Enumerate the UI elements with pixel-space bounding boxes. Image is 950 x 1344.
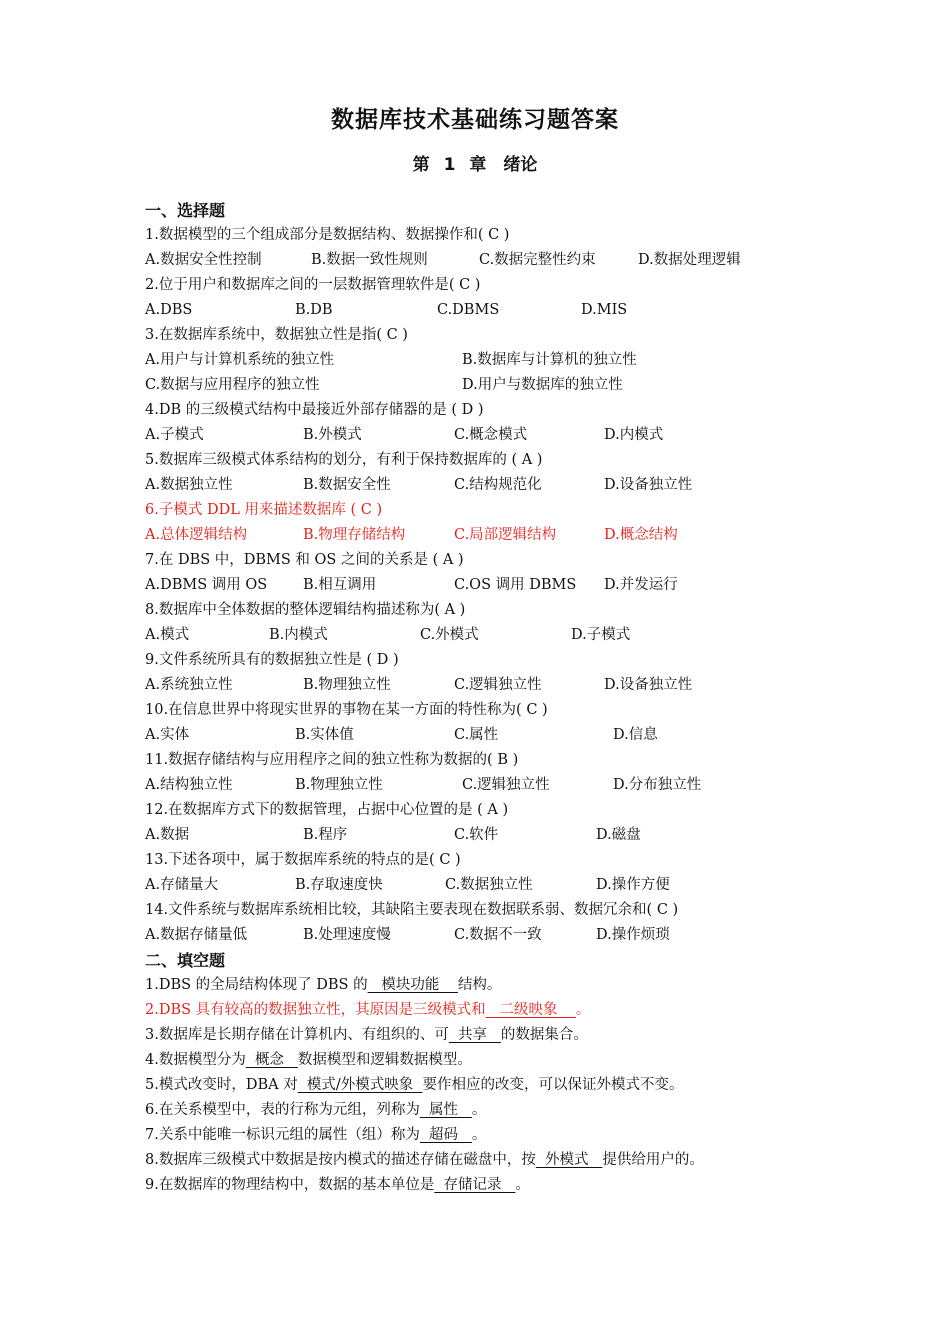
options-3a [145,348,905,373]
option: A.系统独立性 [145,677,233,693]
section-heading-choice: 一、选择题 [145,201,226,220]
fill-text: 8.数据库三级模式中数据是按内模式的描述存储在磁盘中，按 [145,1152,536,1168]
option: D.子模式 [571,627,631,643]
options-3b [145,373,905,398]
fill-text: 5.模式改变时，DBA 对 [145,1077,298,1093]
fill-text: 4.数据模型分为 [145,1052,246,1068]
option: B.外模式 [303,427,362,443]
option: A.DBMS 调用 OS [145,577,268,593]
fill-text: 的数据集合。 [500,1027,588,1043]
option: A.总体逻辑结构 [145,527,248,543]
document-title: 数据库技术基础练习题答案 [331,107,619,133]
option: A.数据独立性 [145,477,233,493]
option: D.操作烦琐 [596,927,670,943]
question-5: 5.数据库三级模式体系结构的划分，有利于保持数据库的 ( A ) [145,452,543,468]
option: B.相互调用 [303,577,377,593]
option: C.外模式 [420,627,479,643]
option: B.物理独立性 [303,677,391,693]
option: D.设备独立性 [604,677,693,693]
fill-text: 提供给用户的。 [602,1152,704,1168]
options-1 [145,248,905,273]
option: C.概念模式 [454,427,528,443]
fill-text: 6.在关系模型中，表的行称为元组，列称为 [145,1102,420,1118]
option: D.概念结构 [604,527,678,543]
question-11: 11.数据存储结构与应用程序之间的独立性称为数据的( B ) [145,752,519,768]
option: B.存取速度快 [295,877,383,893]
option: D.MIS [581,302,628,318]
fill-answer: 存储记录 [434,1177,516,1193]
fill-answer: 概念 [245,1052,298,1068]
fill-text: 。 [471,1102,487,1118]
option: A.结构独立性 [145,777,233,793]
fill-answer: 超码 [419,1127,472,1143]
fill-text: 要作相应的改变，可以保证外模式不变。 [422,1077,684,1093]
fill-answer: 模块功能 [367,977,458,993]
option: A.存储量大 [145,877,219,893]
fill-question-2 [145,998,905,1023]
fill-question-7 [145,1123,905,1148]
option: B.数据一致性规则 [311,252,428,268]
fill-text: 结构。 [457,977,502,993]
question-9: 9.文件系统所具有的数据独立性是 ( D ) [145,652,399,668]
option: C.局部逻辑结构 [454,527,557,543]
option: D.分布独立性 [613,777,702,793]
options-14 [145,923,905,948]
question-3: 3.在数据库系统中，数据独立性是指( C ) [145,327,408,343]
options-13 [145,873,905,898]
option: D.操作方便 [596,877,670,893]
option: B.物理独立性 [295,777,383,793]
options-12 [145,823,905,848]
option: C.结构规范化 [454,477,542,493]
options-10 [145,723,905,748]
question-10: 10.在信息世界中将现实世界的事物在某一方面的特性称为( C ) [145,702,548,718]
fill-text: 。 [471,1127,487,1143]
option: B.数据安全性 [303,477,391,493]
option: C.属性 [454,727,499,743]
options-4 [145,423,905,448]
option: B.数据库与计算机的独立性 [462,352,637,368]
option: C.逻辑独立性 [462,777,550,793]
option: D.内模式 [604,427,664,443]
fill-text: 7.关系中能唯一标识元组的属性（组）称为 [145,1127,420,1143]
option: B.程序 [303,827,348,843]
options-8 [145,623,905,648]
fill-question-3 [145,1023,905,1048]
fill-question-6 [145,1098,905,1123]
fill-question-1 [145,973,905,998]
option: D.用户与数据库的独立性 [462,377,623,393]
option: A.模式 [145,627,190,643]
fill-answer: 二级映象 [485,1002,576,1018]
option: A.数据 [145,827,190,843]
options-11 [145,773,905,798]
option: A.用户与计算机系统的独立性 [145,352,335,368]
question-4: 4.DB 的三级模式结构中最接近外部存储器的是 ( D ) [145,402,484,418]
option: D.信息 [613,727,658,743]
option: C.数据与应用程序的独立性 [145,377,320,393]
option: B.内模式 [269,627,328,643]
section-heading-fill: 二、填空题 [145,951,226,970]
fill-text: 。 [575,1002,591,1018]
question-6: 6.子模式 DDL 用来描述数据库 ( C ) [145,502,383,518]
option: A.数据存储量低 [145,927,248,943]
fill-text: 3.数据库是长期存储在计算机内、有组织的、可 [145,1027,449,1043]
option: B.DB [295,302,333,318]
option: B.物理存储结构 [303,527,406,543]
question-7: 7.在 DBS 中，DBMS 和 OS 之间的关系是 ( A ) [145,552,464,568]
option: A.DBS [145,302,193,318]
option: C.数据不一致 [454,927,542,943]
fill-text: 数据模型和逻辑数据模型。 [297,1052,472,1068]
fill-question-5 [145,1073,905,1098]
question-1: 1.数据模型的三个组成部分是数据结构、数据操作和( C ) [145,227,510,243]
fill-text: 。 [515,1177,530,1193]
option: D.数据处理逻辑 [638,252,741,268]
question-2: 2.位于用户和数据库之间的一层数据管理软件是( C ) [145,277,481,293]
option: A.子模式 [145,427,204,443]
option: D.并发运行 [604,577,678,593]
question-13: 13.下述各项中，属于数据库系统的特点的是( C ) [145,852,461,868]
option: B.处理速度慢 [303,927,391,943]
option: C.OS 调用 DBMS [454,577,577,593]
fill-question-9 [145,1173,905,1198]
options-9 [145,673,905,698]
option: D.磁盘 [596,827,641,843]
fill-answer: 模式/外模式映象 [297,1077,423,1093]
fill-text: 2.DBS 具有较高的数据独立性，其原因是三级模式和 [145,1002,486,1018]
fill-answer: 共享 [448,1027,501,1043]
option: A.实体 [145,727,190,743]
option: C.数据独立性 [445,877,533,893]
option: C.数据完整性约束 [479,252,596,268]
question-12: 12.在数据库方式下的数据管理，占据中心位置的是 ( A ) [145,802,509,818]
options-2 [145,298,905,323]
fill-answer: 属性 [419,1102,472,1118]
option: C.DBMS [437,302,500,318]
options-5 [145,473,905,498]
chapter-heading: 第 1 章 绪论 [412,155,538,175]
options-6 [145,523,905,548]
fill-question-4 [145,1048,905,1073]
fill-question-8 [145,1148,905,1173]
option: D.设备独立性 [604,477,693,493]
option: A.数据安全性控制 [145,252,262,268]
fill-answer: 外模式 [535,1152,603,1168]
fill-text: 9.在数据库的物理结构中，数据的基本单位是 [145,1177,435,1193]
option: C.软件 [454,827,499,843]
document-body [145,198,905,1198]
option: C.逻辑独立性 [454,677,542,693]
options-7 [145,573,905,598]
question-8: 8.数据库中全体数据的整体逻辑结构描述称为( A ) [145,602,466,618]
question-14: 14.文件系统与数据库系统相比较，其缺陷主要表现在数据联系弱、数据冗余和( C ) [145,902,679,918]
option: B.实体值 [295,727,354,743]
fill-text: 1.DBS 的全局结构体现了 DBS 的 [145,977,368,993]
